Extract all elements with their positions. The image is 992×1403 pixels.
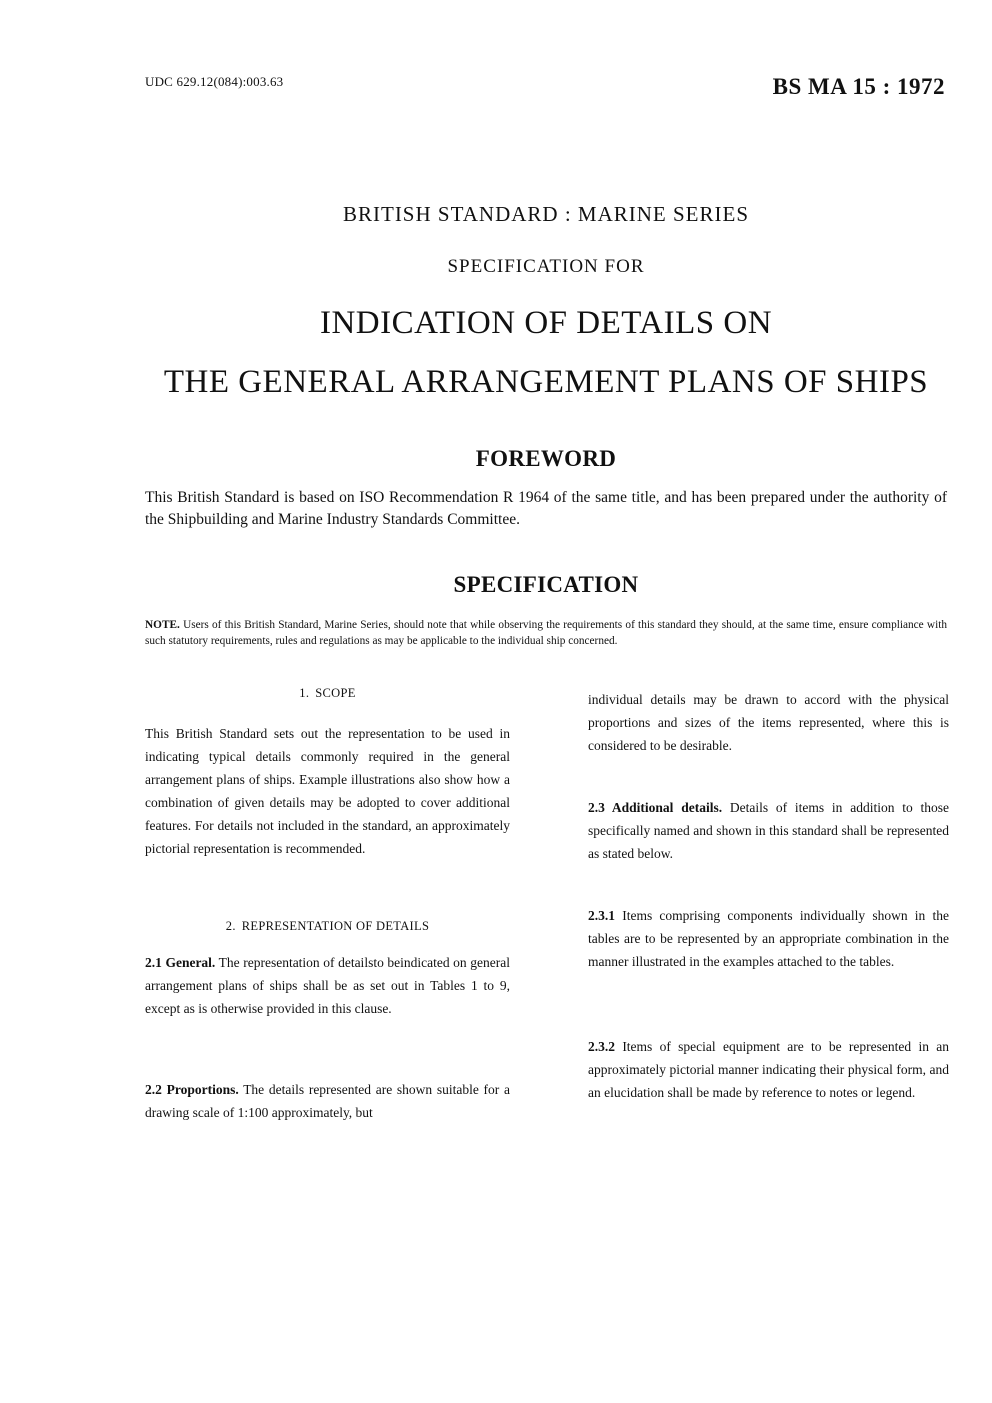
note-text: Users of this British Standard, Marine Series, should note that while observing the requirements of this standard they should, at the same time, ensure compliance with such statutory requirements, rules and regulations as may be applicable to the individual ship concerned. [145, 619, 947, 647]
clause-2-2-text: The details represented are shown suitable for a drawing scale of 1:100 approximately, but [145, 1082, 510, 1120]
clause-2-1-label: 2.1 General. [145, 955, 216, 970]
section-1-title: SCOPE [315, 686, 356, 700]
udc-code: UDC 629.12(084):003.63 [145, 74, 284, 89]
clause-2-1-text: The representation of detailsto beindicated on general arrangement plans of ships shall be as set out in Tables 1 to 9, except as is otherwise provided in this clause. [145, 955, 510, 1016]
clause-2-2 [145, 1078, 510, 1124]
clause-2-3-2-label: 2.3.2 [588, 1039, 615, 1054]
section-2-heading [145, 919, 510, 934]
standard-number: BS MA 15 : 1972 [772, 74, 945, 99]
clause-2-3-text: Details of items in addition to those specifically named and shown in this standard shall be represented as stated below. [588, 800, 950, 861]
clause-2-1 [145, 951, 510, 1020]
note-label: NOTE. [145, 619, 180, 631]
specification-for: SPECIFICATION FOR [447, 256, 645, 277]
clause-2-2-continued: individual details may be drawn to accord with the physical proportions and sizes of the items represented, where this is considered to be desirable. [588, 692, 949, 753]
specification-note [145, 617, 947, 649]
section-2-title: REPRESENTATION OF DETAILS [241, 919, 430, 933]
document-title-line-2: THE GENERAL ARRANGEMENT PLANS OF SHIPS [163, 364, 929, 400]
foreword-heading: FOREWORD [475, 446, 617, 471]
foreword-text: This British Standard is based on ISO Recommendation R 1964 of the same title, and has been prepared under the authority of the Shipbuilding and Marine Industry Standards Committee. [145, 489, 947, 528]
scope-paragraph: This British Standard sets out the representation to be used in indicating typical details commonly required in the general arrangement plans of ships. Example illustrations also show how a combination of given details may be adopted to cover additional features. For details not included in the standard, an approximately pictorial representation is recommended. [145, 726, 510, 856]
section-1-heading [145, 686, 510, 701]
clause-2-3-2 [588, 1035, 949, 1104]
clause-2-2-label: 2.2 Proportions. [145, 1082, 239, 1097]
clause-2-3-1-text: Items comprising components individually shown in the tables are to be represented by an appropriate combination in the manner illustrated in the examples attached to the tables. [588, 908, 949, 969]
section-2-number: 2. [225, 919, 236, 933]
document-title-line-1: INDICATION OF DETAILS ON [319, 305, 773, 341]
clause-2-3-label: 2.3 Additional details. [588, 800, 723, 815]
clause-2-3-1-label: 2.3.1 [588, 908, 615, 923]
series-title: BRITISH STANDARD : MARINE SERIES [342, 202, 749, 226]
clause-2-3-2-text: Items of special equipment are to be represented in an approximately pictorial manner indicating their physical form, and an elucidation shall be made by reference to notes or legend. [588, 1039, 949, 1100]
section-1-number: 1. [299, 686, 310, 700]
clause-2-3-1 [588, 904, 949, 973]
clause-2-3 [588, 796, 949, 865]
specification-heading: SPECIFICATION [453, 572, 639, 597]
